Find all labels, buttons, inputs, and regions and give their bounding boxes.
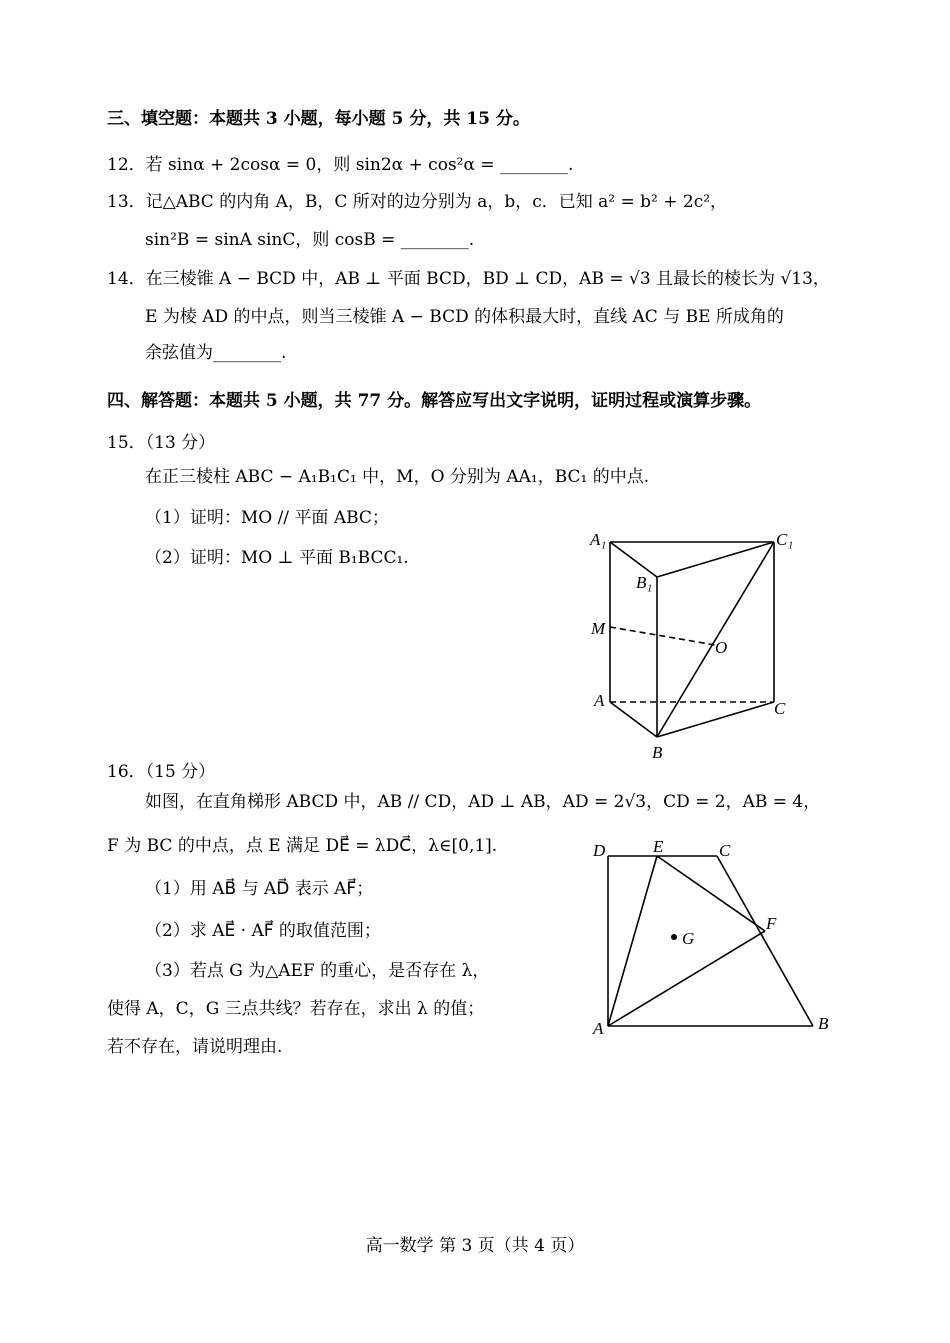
question-15-header: 15．（13 分） [107,433,216,453]
prism-label-b1: B₁ [636,573,653,592]
question-15-part-1: （1）证明：MO // 平面 ABC； [145,508,389,528]
prism-label-a1: A₁ [590,530,607,549]
question-15-stem: 在正三棱柱 ABC − A₁B₁C₁ 中，M，O 分别为 AA₁，BC₁ 的中点. [145,467,650,487]
question-14-line-1: 14．在三棱锥 A − BCD 中，AB ⊥ 平面 BCD，BD ⊥ CD，AB = √3 且最长的棱长为 √13， [107,269,830,289]
prism-label-c: C [774,699,786,718]
question-15-part-2: （2）证明：MO ⊥ 平面 B₁BCC₁. [145,548,409,568]
prism-label-b: B [652,743,663,762]
question-16-part-3a: （3）若点 G 为△AEF 的重心，是否存在 λ， [145,961,490,981]
question-13-line-1: 13．记△ABC 的内角 A，B，C 所对的边分别为 a，b，c．已知 a² = b² + 2c²， [107,192,728,212]
question-16-line-1: 如图，在直角梯形 ABCD 中，AB // CD，AD ⊥ AB，AD = 2√3，CD = 2，AB = 4， [145,792,821,812]
prism-label-m: M [591,619,606,638]
question-12: 12．若 sinα + 2cosα = 0，则 sin2α + cos²α = ________. [107,155,574,175]
question-16-part-3c: 若不存在，请说明理由. [107,1037,283,1057]
section-4-heading: 四、解答题：本题共 5 小题，共 77 分。解答应写出文字说明，证明过程或演算步骤。 [107,391,762,411]
trapezoid-label-b: B [818,1014,829,1033]
centroid-point [671,934,677,940]
question-14-line-3: 余弦值为________. [145,343,287,363]
section-3-heading: 三、填空题：本题共 3 小题，每小题 5 分，共 15 分。 [107,109,530,129]
question-16-part-1: （1）用 AB⃗ 与 AD⃗ 表示 AF⃗； [145,879,374,899]
question-16-header: 16．（15 分） [107,762,216,782]
page-footer: 高一数学 第 3 页（共 4 页） [365,1236,585,1256]
question-13-line-2: sin²B = sinA sinC，则 cosB = ________. [145,230,475,250]
trapezoid-label-g: G [682,929,695,948]
question-14-line-2: E 为棱 AD 的中点，则当三棱锥 A − BCD 的体积最大时，直线 AC 与 BE 所成角的 [145,307,784,327]
prism-label-a: A [594,691,605,710]
question-16-part-3b: 使得 A，C，G 三点共线？若存在，求出 λ 的值； [107,999,485,1019]
question-16-part-2: （2）求 AE⃗ · AF⃗ 的取值范围； [145,921,381,941]
trapezoid-label-f: F [766,914,777,933]
trapezoid-label-e: E [653,837,664,856]
prism-label-c1: C₁ [776,530,794,549]
prism-label-o: O [715,638,728,657]
trapezoid-label-d: D [593,841,606,860]
trapezoid-label-a: A [593,1019,604,1038]
question-16-line-2: F 为 BC 的中点，点 E 满足 DE⃗ = λDC⃗，λ∈[0,1]. [107,836,498,856]
trapezoid-label-c: C [719,841,731,860]
